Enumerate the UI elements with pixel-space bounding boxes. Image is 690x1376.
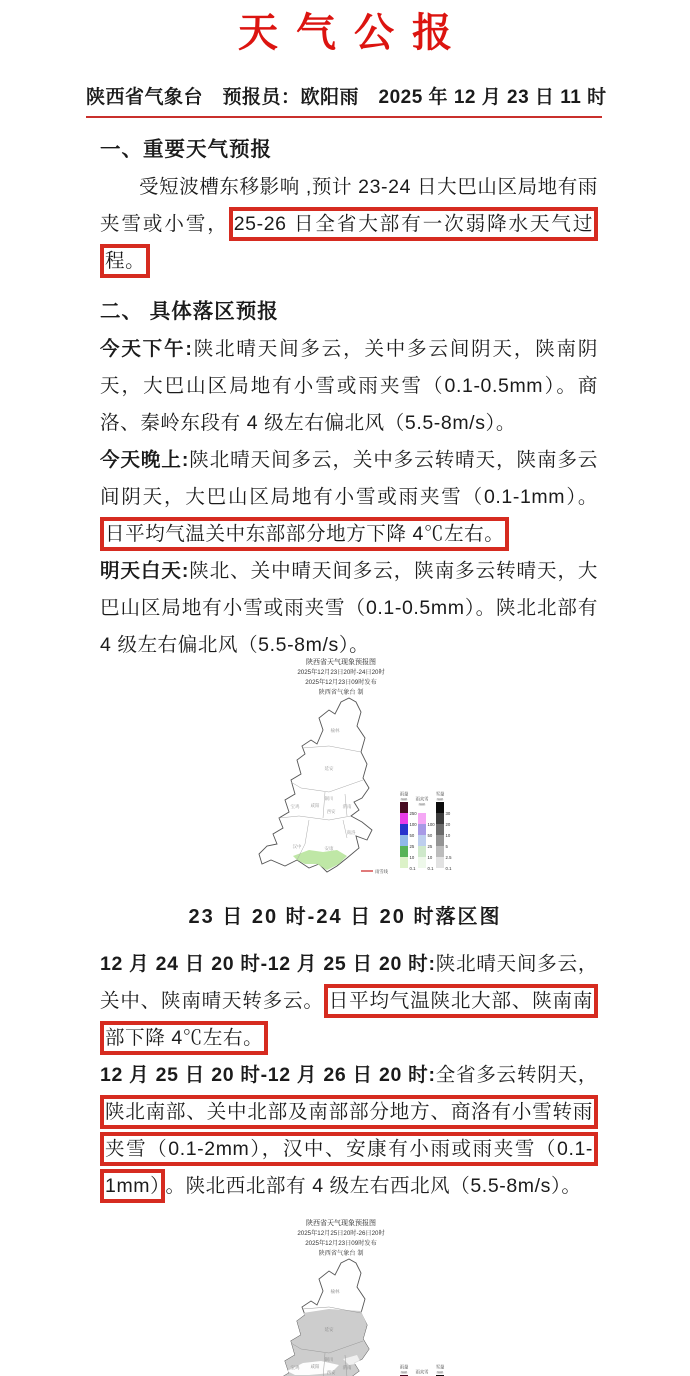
paragraph-lead: 今天下午: xyxy=(100,338,193,360)
highlight-box-temp-drop-north: 日平均气温陕北大部、陕南南部下降 4℃左右。 xyxy=(100,984,598,1055)
issuer-line: 陕西省气象台 预报员：欧阳雨 2025 年 12 月 23 日 11 时 xyxy=(86,82,602,118)
city-label: 安康 xyxy=(324,846,334,851)
map-issue-time: 2025年12月23日09时发布 xyxy=(305,679,377,686)
paragraph-important-forecast xyxy=(100,169,598,280)
forecast-map-1 xyxy=(253,652,463,902)
province-map-group xyxy=(259,1259,372,1376)
legend-snow-title: 雪量 xyxy=(435,791,445,797)
legend-tick: 25 xyxy=(409,844,415,849)
forecast-text: 陕北晴天间多云，关中多云间阴天，陕南阴天，大巴山区局地有小雪或雨夹雪（0.1-0.5mm）。商洛、秦岭东段有 4 级左右偏北风（5.5-8m/s）。 xyxy=(100,338,598,434)
city-label: 咸阳 xyxy=(310,1364,320,1369)
city-label: 商洛 xyxy=(346,830,356,835)
map-valid-time: 2025年12月23日20时-24日20时 xyxy=(297,669,385,676)
legend-tick: 0.1 xyxy=(427,866,434,871)
legend-snow-unit: mm xyxy=(436,796,444,802)
city-label: 汉中 xyxy=(292,844,302,849)
city-label: 榆林 xyxy=(330,1289,340,1294)
map-author: 陕西省气象台 制 xyxy=(318,1250,364,1257)
forecast-map-2 xyxy=(253,1213,463,1376)
map-title: 陕西省天气现象预报图 xyxy=(306,1220,376,1227)
city-label: 宝鸡 xyxy=(290,1365,300,1370)
legend-swatch xyxy=(400,846,408,857)
legend-swatch xyxy=(436,835,444,846)
legend-swatch xyxy=(418,857,426,868)
legend-swatch xyxy=(436,857,444,868)
forecast-map-figure-1 xyxy=(253,652,690,902)
legend-tick: 10 xyxy=(427,855,433,860)
legend-tick: 100 xyxy=(427,822,435,827)
forecast-text: 陕北晴天间多云，关中多云转晴天，陕南多云间阴天，大巴山区局地有小雪或雨夹雪（0.1-1mm）。 xyxy=(100,449,598,508)
city-label: 西安 xyxy=(326,1370,336,1375)
city-label: 铜川 xyxy=(324,796,334,801)
legend-swatch xyxy=(436,802,444,813)
map-valid-time: 2025年12月25日20时-26日20时 xyxy=(297,1230,385,1237)
forecast-text: 全省多云转阴天， xyxy=(435,1064,598,1086)
highlight-box-precipitation: 25-26 日全省大部有一次弱降水天气过程。 xyxy=(100,207,598,278)
rain-snow-line-label: 雨雪线 xyxy=(375,869,388,874)
paragraph-lead: 12 月 24 日 20 时-12 月 25 日 20 时: xyxy=(100,953,436,975)
legend-swatch xyxy=(436,846,444,857)
forecast-map-figure-2 xyxy=(253,1213,690,1376)
section-2-heading: 二、 具体落区预报 xyxy=(100,300,279,323)
legend-swatch xyxy=(400,802,408,813)
map-caption-1: 23 日 20 时-24 日 20 时落区图 xyxy=(188,906,502,928)
legend-tick: 10 xyxy=(409,855,415,860)
legend-tick: 2.5 xyxy=(445,855,452,860)
legend-swatch xyxy=(418,813,426,824)
legend-sleet-ticks xyxy=(428,822,436,871)
forecast-text: 陕北、关中晴天间多云，陕南多云转晴天，大巴山区局地有小雪或雨夹雪（0.1-0.5mm）。陕北北部有 4 级左右偏北风（5.5-8m/s）。 xyxy=(100,560,598,656)
legend-rain-title: 雨量 xyxy=(399,1364,409,1370)
city-label: 西安 xyxy=(326,809,336,814)
paragraph-24th-25th xyxy=(100,946,598,1057)
forecast-text: 受短波槽东移影响 ,预计 23-24 日大巴山区局地有雨夹雪或小雪， xyxy=(100,176,598,235)
city-label: 铜川 xyxy=(324,1357,334,1362)
map-legend xyxy=(400,1364,452,1376)
city-label: 延安 xyxy=(324,1327,334,1332)
legend-tick: 25 xyxy=(427,844,433,849)
legend-swatch xyxy=(436,813,444,824)
legend-tick: 50 xyxy=(427,833,433,838)
map-issue-time: 2025年12月23日09时发布 xyxy=(305,1240,377,1247)
city-label: 宝鸡 xyxy=(290,804,300,809)
paragraph-lead: 明天白天: xyxy=(100,560,189,582)
paragraph-tomorrow-day xyxy=(100,553,598,664)
paragraph-today-afternoon xyxy=(100,331,598,442)
paragraph-lead: 今天晚上: xyxy=(100,449,189,471)
legend-tick: 0.1 xyxy=(409,866,416,871)
paragraph-25th-26th xyxy=(100,1057,598,1205)
paragraph-tonight xyxy=(100,442,598,553)
legend-swatch xyxy=(400,824,408,835)
legend-tick: 100 xyxy=(409,822,417,827)
map-title: 陕西省天气现象预报图 xyxy=(306,659,376,666)
page-title: 天气公报 xyxy=(238,11,470,55)
legend-snow-title: 雪量 xyxy=(435,1364,445,1370)
legend-swatch xyxy=(436,824,444,835)
legend-tick: 5 xyxy=(445,844,448,849)
legend-swatch xyxy=(400,857,408,868)
forecast-text: 陕北晴天间多云，关中、陕南晴天转多云。 xyxy=(100,953,598,1012)
legend-tick: 10 xyxy=(445,833,451,838)
legend-swatch xyxy=(418,835,426,846)
shaanxi-outline xyxy=(259,698,372,872)
map-legend xyxy=(400,791,452,872)
province-map-group xyxy=(259,698,372,872)
legend-rain-unit: mm xyxy=(400,796,408,802)
city-label: 咸阳 xyxy=(310,803,320,808)
legend-swatch xyxy=(400,813,408,824)
forecast-text: 。陕北西北部有 4 级左右西北风（5.5-8m/s）。 xyxy=(165,1175,582,1197)
legend-snow-ticks xyxy=(446,811,453,871)
legend-rain-ticks xyxy=(410,811,418,871)
section-1-heading: 一、重要天气预报 xyxy=(100,138,272,161)
legend-rain-title: 雨量 xyxy=(399,791,409,797)
legend-rain-unit: mm xyxy=(400,1369,408,1375)
map-author: 陕西省气象台 制 xyxy=(318,689,364,696)
legend-tick: 30 xyxy=(445,811,451,816)
city-label: 渭南 xyxy=(342,804,352,809)
legend-sleet-title: 雨夹雪 xyxy=(415,1369,429,1375)
city-label: 榆林 xyxy=(330,728,340,733)
legend-tick: 50 xyxy=(409,833,415,838)
city-label: 延安 xyxy=(324,766,334,771)
legend-tick: 250 xyxy=(409,811,417,816)
highlight-box-temperature-drop: 日平均气温关中东部部分地方下降 4℃左右。 xyxy=(100,517,509,551)
legend-tick: 0.1 xyxy=(445,866,452,871)
city-label: 渭南 xyxy=(342,1365,352,1370)
legend-swatch xyxy=(418,824,426,835)
rain-area-south xyxy=(293,850,347,870)
legend-snow-unit: mm xyxy=(436,1369,444,1375)
legend-swatch xyxy=(418,846,426,857)
legend-sleet-unit: mm xyxy=(418,801,426,807)
legend-swatch xyxy=(400,835,408,846)
legend-tick: 20 xyxy=(445,822,451,827)
highlight-box-snow-rain-areas: 陕北南部、关中北部及南部部分地方、商洛有小雪转雨夹雪（0.1-2mm），汉中、安康有小雨或雨夹雪（0.1-1mm） xyxy=(100,1095,598,1203)
legend-sleet-title: 雨夹雪 xyxy=(415,796,429,802)
paragraph-lead: 12 月 25 日 20 时-12 月 26 日 20 时: xyxy=(100,1064,436,1086)
